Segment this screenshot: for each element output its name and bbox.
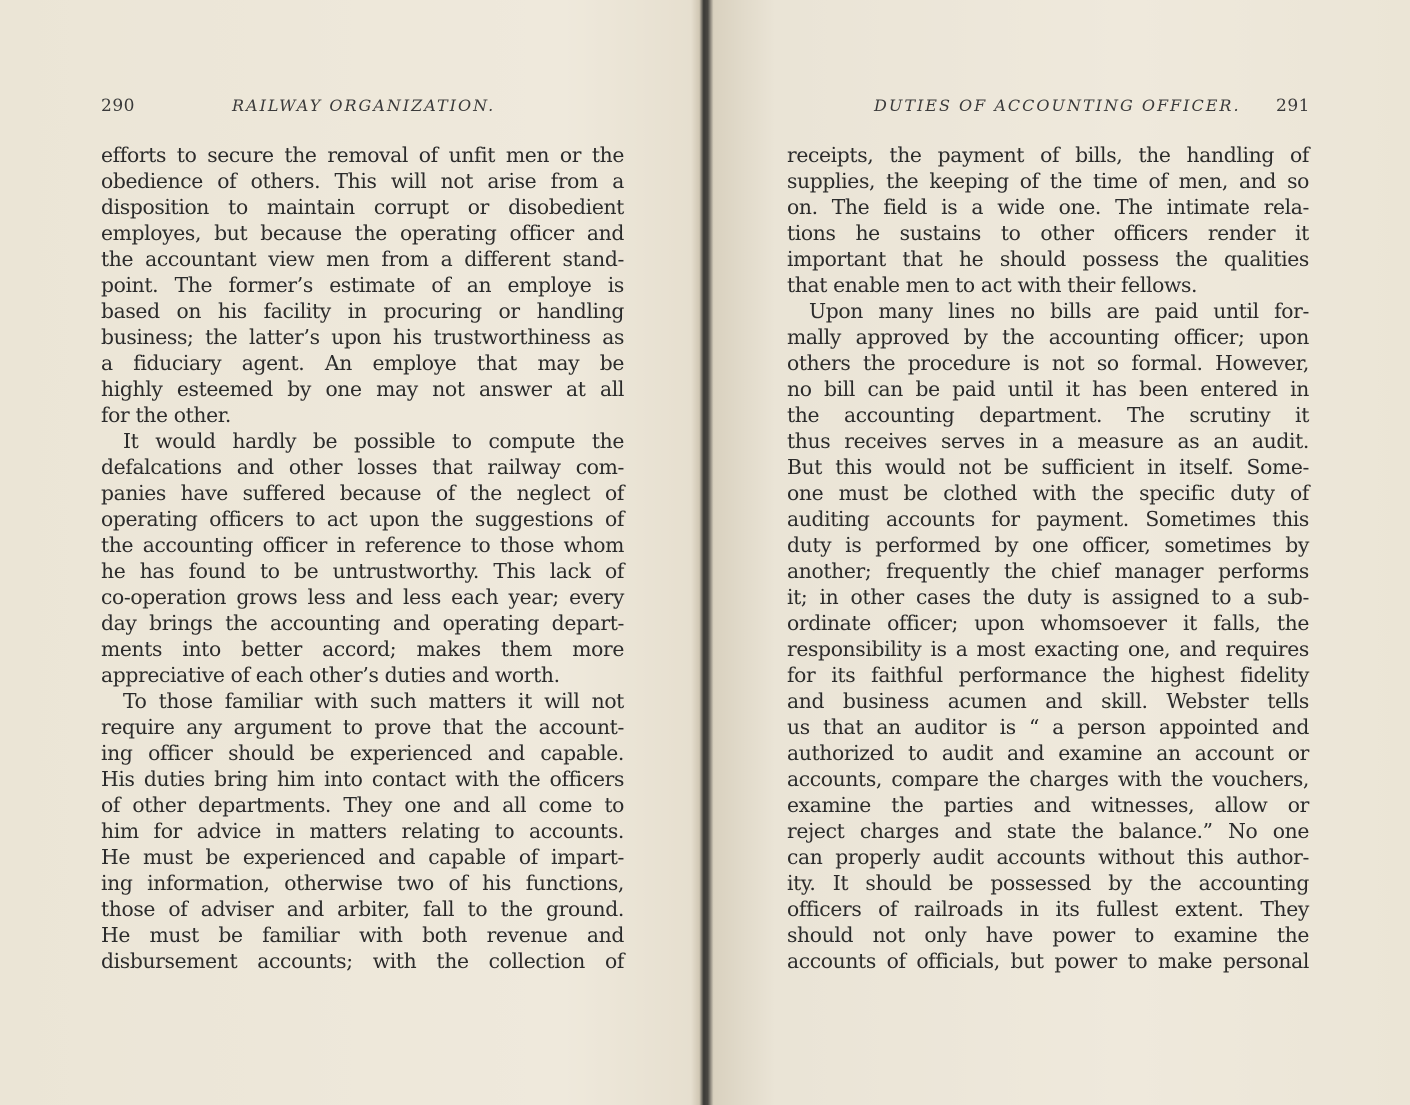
text-line: the accounting officer in reference to those whom (101, 533, 624, 557)
text-line: for the other. (101, 403, 231, 427)
text-line: ordinate officer; upon whomsoever it falls, the (787, 611, 1309, 635)
text-line: obedience of others. This will not arise from a (101, 169, 624, 193)
text-line: panies have suffered because of the neglect of (101, 481, 624, 505)
text-line: highly esteemed by one may not answer at all (101, 377, 624, 401)
text-line: duty is performed by one officer, sometimes by (787, 533, 1309, 557)
text-line: mally approved by the accounting officer; upon (787, 325, 1309, 349)
text-line: He must be experienced and capable of impart- (101, 845, 624, 869)
text-line: co-operation grows less and less each year; every (101, 585, 624, 609)
text-line: others the procedure is not so formal. However, (787, 351, 1309, 375)
text-line: accounts of officials, but power to make personal (787, 949, 1309, 973)
text-line: those of adviser and arbiter, fall to the ground. (101, 897, 624, 921)
text-line: examine the parties and witnesses, allow or (787, 793, 1309, 817)
text-line: supplies, the keeping of the time of men, and so (787, 169, 1309, 193)
text-line: auditing accounts for payment. Sometimes this (787, 507, 1309, 531)
text-line: tions he sustains to other officers render it (787, 221, 1309, 245)
text-line: important that he should possess the qualities (787, 247, 1309, 271)
text-line: the accountant view men from a different stand- (101, 247, 624, 271)
text-line: one must be clothed with the specific duty of (787, 481, 1309, 505)
page-number: 290 (101, 96, 135, 116)
text-line: employes, but because the operating officer and (101, 221, 624, 245)
body-text (787, 142, 1309, 974)
text-line: us that an auditor is “ a person appointed and (787, 715, 1309, 739)
page-number: 291 (1276, 96, 1310, 116)
text-line: Upon many lines no bills are paid until for- (809, 299, 1309, 323)
text-line: for its faithful performance the highest fidelity (787, 663, 1309, 687)
text-line: can properly audit accounts without this author- (787, 845, 1309, 869)
text-line: accounts, compare the charges with the vouchers, (787, 767, 1309, 791)
text-line: reject charges and state the balance.” No one (787, 819, 1309, 843)
text-line: he has found to be untrustworthy. This lack of (101, 559, 624, 583)
text-line: it; in other cases the duty is assigned to a sub- (787, 585, 1309, 609)
running-head: RAILWAY ORGANIZATION. (232, 96, 496, 115)
text-line: receipts, the payment of bills, the handling of (787, 143, 1309, 167)
text-line: defalcations and other losses that railway com- (101, 455, 624, 479)
running-head: DUTIES OF ACCOUNTING OFFICER. (874, 96, 1241, 115)
text-line: ments into better accord; makes them more (101, 637, 624, 661)
text-line: day brings the accounting and operating depart- (101, 611, 624, 635)
text-line: It would hardly be possible to compute the (123, 429, 624, 453)
text-line: of other departments. They one and all come to (101, 793, 624, 817)
text-line: the accounting department. The scrutiny it (787, 403, 1309, 427)
text-line: disbursement accounts; with the collection of (101, 949, 624, 973)
text-line: responsibility is a most exacting one, and requires (787, 637, 1309, 661)
text-line: on. The field is a wide one. The intimate rela- (787, 195, 1309, 219)
text-line: and business acumen and skill. Webster tells (787, 689, 1309, 713)
text-line: His duties bring him into contact with the officers (101, 767, 624, 791)
text-line: officers of railroads in its fullest extent. They (787, 897, 1309, 921)
text-line: business; the latter’s upon his trustworthiness as (101, 325, 624, 349)
text-line: a fiduciary agent. An employe that may be (101, 351, 624, 375)
text-line: ity. It should be possessed by the accounting (787, 871, 1309, 895)
text-line: based on his facility in procuring or handling (101, 299, 624, 323)
text-line: He must be familiar with both revenue and (101, 923, 624, 947)
text-line: should not only have power to examine the (787, 923, 1309, 947)
text-line: ing information, otherwise two of his functions, (101, 871, 624, 895)
text-line: authorized to audit and examine an account or (787, 741, 1309, 765)
text-line: thus receives serves in a measure as an audit. (787, 429, 1309, 453)
text-line: no bill can be paid until it has been entered in (787, 377, 1309, 401)
text-line: him for advice in matters relating to accounts. (101, 819, 624, 843)
text-line: point. The former’s estimate of an employe is (101, 273, 624, 297)
text-line: efforts to secure the removal of unfit men or the (101, 143, 624, 167)
body-text (101, 142, 624, 974)
left-page (0, 0, 703, 1105)
text-line: that enable men to act with their fellows. (787, 273, 1198, 297)
text-line: disposition to maintain corrupt or disobedient (101, 195, 624, 219)
text-line: require any argument to prove that the account- (101, 715, 624, 739)
text-line: another; frequently the chief manager performs (787, 559, 1309, 583)
right-page (709, 0, 1410, 1105)
text-line: operating officers to act upon the suggestions of (101, 507, 624, 531)
text-line: ing officer should be experienced and capable. (101, 741, 624, 765)
text-line: appreciative of each other’s duties and worth. (101, 663, 560, 687)
text-line: To those familiar with such matters it will not (123, 689, 624, 713)
text-line: But this would not be sufficient in itself. Some- (787, 455, 1309, 479)
